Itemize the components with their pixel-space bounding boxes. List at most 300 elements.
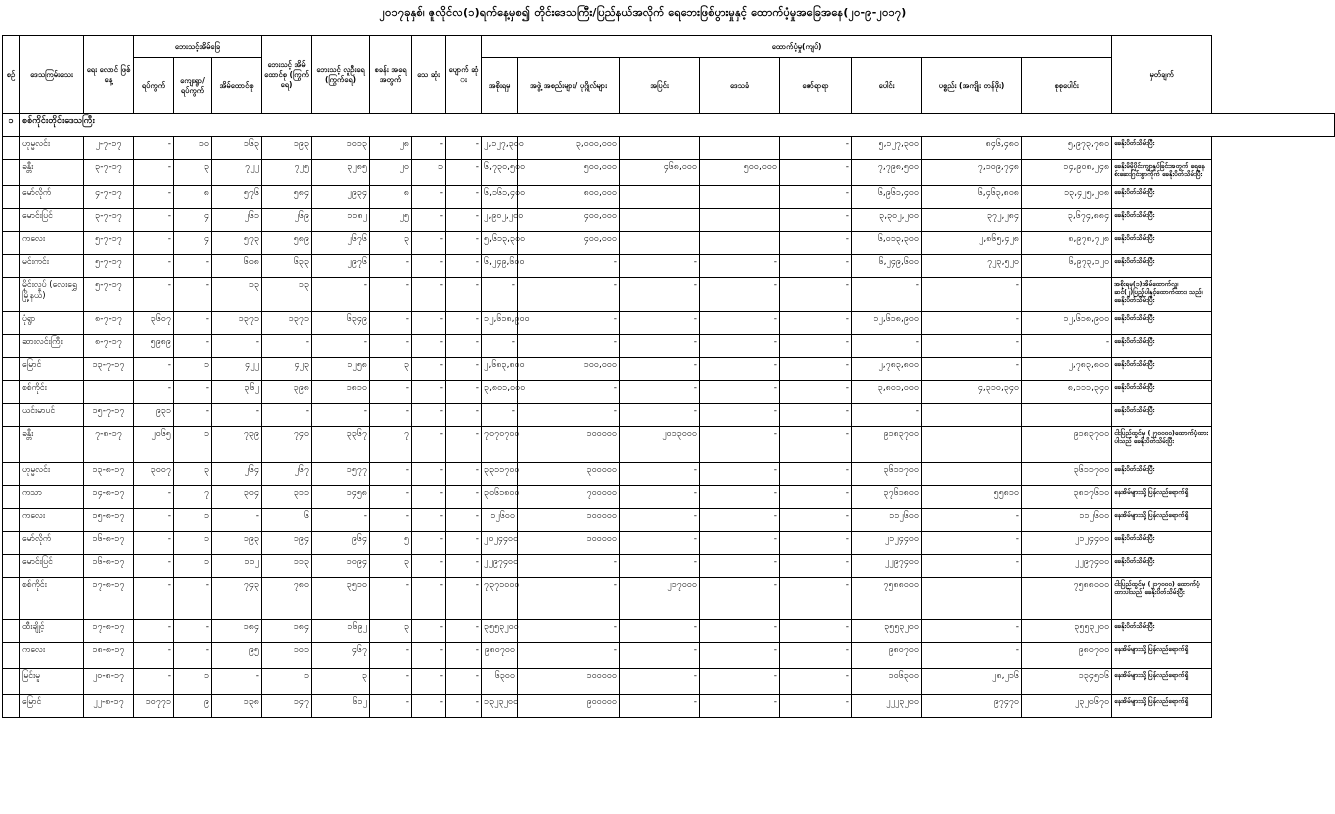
cell-n: - <box>518 643 620 669</box>
cell-hh: ၁၀၁ <box>262 643 312 669</box>
cell-v: ၁၀၇၇၁ <box>134 695 174 718</box>
cell-name: ခန္တီး <box>20 160 84 186</box>
cell-g: ၃၃၁၁၇၀၀ <box>482 463 518 486</box>
cell-blank <box>3 232 20 255</box>
cell-blank <box>3 335 20 358</box>
cell-l: - <box>700 578 780 620</box>
cell-r: ခေနိုးပိတ်သိမ်းပြီး <box>1112 463 1212 486</box>
cell-r: ငါးပြည်ထွင်မှ (၂၁၇၀၀၀) ထောက်ပံ့ထားပါသည် ခေနိုးပိတ်သိမ်းပြီး <box>1112 578 1212 620</box>
cell-l: - <box>700 255 780 278</box>
cell-l: - <box>700 509 780 532</box>
cell-t: ၁၁၂၆၀၀ <box>852 509 922 532</box>
cell-gt: ၁၃,၄၂၅,၂၀၈ <box>1022 186 1112 209</box>
cell-t: ၉၁၈၃၇၀၀ <box>852 427 922 463</box>
cell-h: ၁၃၇၁ <box>212 312 262 335</box>
cell-k: ၃၇၂,၂၈၄ <box>922 209 1022 232</box>
cell-t: ၂,၇၈၃,၈၀၀ <box>852 358 922 381</box>
cell-o: - <box>780 532 852 555</box>
cell-o: - <box>780 255 852 278</box>
cell-m: - <box>446 160 482 186</box>
cell-h: - <box>212 509 262 532</box>
cell-v: - <box>134 643 174 669</box>
cell-gt: ၆,၉၇၃,၁၂၀ <box>1022 255 1112 278</box>
cell-k: - <box>922 555 1022 578</box>
cell-name: မြင်းမူ <box>20 669 84 695</box>
cell-h: - <box>212 335 262 358</box>
cell-w: ၁ <box>174 358 212 381</box>
cell-p: ၃၃၆၇ <box>312 427 370 463</box>
cell-hh: ၂၆၇ <box>262 463 312 486</box>
cell-blank <box>3 695 20 718</box>
cell-r: ခေနိုးပိတ်သိမ်းပြီး <box>1112 358 1212 381</box>
cell-w: - <box>174 578 212 620</box>
cell-hh: ၇၄၀ <box>262 427 312 463</box>
cell-date: ၅-၇-၁၇ <box>84 232 134 255</box>
cell-t: - <box>852 278 922 312</box>
cell-w: ၉ <box>174 695 212 718</box>
cell-m: - <box>446 312 482 335</box>
cell-d: - <box>412 555 446 578</box>
cell-l: - <box>700 358 780 381</box>
cell-p: ၆၁၂ <box>312 695 370 718</box>
cell-p: ၁၀၁၃ <box>312 137 370 160</box>
cell-h: ၁၃၈ <box>212 695 262 718</box>
cell-gt: ၁၃၄၅၁၆ <box>1022 669 1112 695</box>
cell-c: ၂၈ <box>370 137 412 160</box>
cell-name: ကလေး <box>20 232 84 255</box>
header-no: စဉ် <box>3 36 20 114</box>
cell-blank <box>3 209 20 232</box>
cell-l: - <box>700 486 780 509</box>
cell-v: - <box>134 620 174 643</box>
header-other: ဇော်ရာရာ <box>780 58 852 114</box>
cell-i: - <box>620 669 700 695</box>
cell-d: - <box>412 427 446 463</box>
cell-h: ၆၀၈ <box>212 255 262 278</box>
cell-d: - <box>412 255 446 278</box>
cell-gt: ၈,၉၇၈,၇၂၈ <box>1022 232 1112 255</box>
cell-d: - <box>412 381 446 404</box>
cell-gt: ၁၂,၆၁၈,၉၀၀ <box>1022 312 1112 335</box>
cell-hh: ၁၄၇ <box>262 695 312 718</box>
cell-k: - <box>922 335 1022 358</box>
cell-g: ၂,၉၀၂,၂၀၀ <box>482 209 518 232</box>
cell-g: - <box>482 404 518 427</box>
cell-hh: ၁၃ <box>262 278 312 312</box>
cell-r: ခေနိုးပိတ်သိမ်းပြီး <box>1112 186 1212 209</box>
cell-c: - <box>370 404 412 427</box>
table-row <box>3 669 1335 695</box>
cell-gt: ၂၁၂၄၄၀၀ <box>1022 532 1112 555</box>
cell-date: ၈-၇-၁၇ <box>84 335 134 358</box>
table-row <box>3 509 1335 532</box>
table-row <box>3 209 1335 232</box>
cell-r: ခေနိုးပိတ်သိမ်းပြီး <box>1112 137 1212 160</box>
cell-i: - <box>620 532 700 555</box>
cell-d: - <box>412 578 446 620</box>
cell-c: - <box>370 643 412 669</box>
cell-d: - <box>412 232 446 255</box>
cell-c: ၃ <box>370 232 412 255</box>
cell-d: - <box>412 312 446 335</box>
header-camps: စခန်း အရေ အတွက် <box>370 36 412 114</box>
cell-g: ၆,၁၆၁,၄၀၀ <box>482 186 518 209</box>
cell-blank <box>3 186 20 209</box>
cell-p: ၂၉၇၆ <box>312 255 370 278</box>
cell-t: ၃၅၅၃၂၀၀ <box>852 620 922 643</box>
header-grand-total: စုစုပေါင်း <box>1022 58 1112 114</box>
cell-w: ၃ <box>174 160 212 186</box>
section-name: စစ်ကိုင်းတိုင်းဒေသကြီး <box>20 114 1335 137</box>
cell-n: ၅၀၀,၀၀၀ <box>518 160 620 186</box>
cell-gt: ၃၈၁၇၆၁၀ <box>1022 486 1112 509</box>
cell-g: ၆,၇၃၀,၅၀၀ <box>482 160 518 186</box>
cell-w: - <box>174 255 212 278</box>
cell-o: - <box>780 160 852 186</box>
cell-blank <box>3 486 20 509</box>
cell-name: မိုင်းလှုပ် (လေးရွှေမြို့နယ်) <box>20 278 84 312</box>
cell-k: ၆,၄၆၃,၈၀၈ <box>922 186 1022 209</box>
cell-h: ၇၂၂ <box>212 160 262 186</box>
header-govt: အစိုးရမှ <box>482 58 518 114</box>
header-region: ဒေသကြမ်းသေး <box>20 36 84 114</box>
cell-v: - <box>134 532 174 555</box>
cell-v: ၉၃၁ <box>134 404 174 427</box>
cell-date: ၁၃-၇-၁၇ <box>84 358 134 381</box>
cell-gt: ၃,၆၇၄,၈၈၄ <box>1022 209 1112 232</box>
cell-m: - <box>446 669 482 695</box>
cell-n: ၁၀၀၀၀၀ <box>518 427 620 463</box>
cell-p: ၃ <box>312 669 370 695</box>
cell-l: - <box>700 643 780 669</box>
header-affected-group: ဘေးသင့်အိမ်ခြေ <box>134 36 262 58</box>
cell-name: ပုံရွာ <box>20 312 84 335</box>
cell-h: ၄၂၂ <box>212 358 262 381</box>
table-row <box>3 186 1335 209</box>
table-row <box>3 358 1335 381</box>
cell-t: ၆,၀၁၃,၃၀၀ <box>852 232 922 255</box>
cell-t: ၃,၃၀၂,၂၀၀ <box>852 209 922 232</box>
cell-k: - <box>922 278 1022 312</box>
cell-name: ကလေး <box>20 509 84 532</box>
cell-v: - <box>134 209 174 232</box>
cell-name: မောင်းပြင် <box>20 209 84 232</box>
cell-c: ၈ <box>370 186 412 209</box>
cell-m: - <box>446 278 482 312</box>
cell-v: - <box>134 160 174 186</box>
header-dead: သေ ဆုံး <box>412 36 446 114</box>
cell-l <box>700 137 780 160</box>
cell-d: - <box>412 404 446 427</box>
table-row <box>3 312 1335 335</box>
cell-n: - <box>518 620 620 643</box>
cell-r: နေအိမ်များသို့ပြန်လည်ရောက်ရှိ <box>1112 509 1212 532</box>
cell-n: - <box>518 381 620 404</box>
cell-l: - <box>700 695 780 718</box>
cell-i: - <box>620 620 700 643</box>
table-row <box>3 381 1335 404</box>
cell-l: - <box>700 381 780 404</box>
cell-v: ၅၉၈၉ <box>134 335 174 358</box>
cell-g: ၁၂,၆၁၈,၉၀၀ <box>482 312 518 335</box>
cell-m: - <box>446 532 482 555</box>
cell-hh: ၄၂၃ <box>262 358 312 381</box>
cell-c: - <box>370 335 412 358</box>
cell-hh: ၂၆၉ <box>262 209 312 232</box>
cell-gt: ၁၄,၉၀၈,၂၄၈ <box>1022 160 1112 186</box>
cell-gt <box>1022 404 1112 427</box>
cell-gt: ၅,၉၇၃,၇၈၀ <box>1022 137 1112 160</box>
cell-blank <box>3 532 20 555</box>
cell-n: ၇၀၀၀၀၀ <box>518 486 620 509</box>
table-row <box>3 255 1335 278</box>
cell-l: - <box>700 427 780 463</box>
cell-k <box>922 578 1022 620</box>
cell-w: ၄ <box>174 232 212 255</box>
cell-p: ၁၀၉၄ <box>312 555 370 578</box>
cell-v: - <box>134 278 174 312</box>
cell-n: ၃,၀၀၀,၀၀၀ <box>518 137 620 160</box>
cell-g: ၂,၆၈၃,၈၀၀ <box>482 358 518 381</box>
cell-blank <box>3 643 20 669</box>
cell-o: - <box>780 509 852 532</box>
cell-w: - <box>174 620 212 643</box>
cell-w: ၁ <box>174 427 212 463</box>
cell-m: - <box>446 486 482 509</box>
cell-c: - <box>370 578 412 620</box>
cell-w: - <box>174 643 212 669</box>
cell-name: မောင်းပြင် <box>20 555 84 578</box>
cell-g: - <box>482 278 518 312</box>
cell-d: - <box>412 669 446 695</box>
cell-p: ၁၈၁၀ <box>312 381 370 404</box>
cell-blank <box>3 555 20 578</box>
cell-v: - <box>134 358 174 381</box>
cell-r: နေအိမ်များသို့ပြန်လည်ရောက်ရှိ <box>1112 643 1212 669</box>
cell-r: နေအိမ်များသို့ပြန်လည်ရောက်ရှိ <box>1112 695 1212 718</box>
cell-h: ၅၇၆ <box>212 186 262 209</box>
cell-i: ၂၁၇၀၀၀ <box>620 578 700 620</box>
cell-r: ခေနိုးပိတ်သိမ်းပြီး <box>1112 381 1212 404</box>
cell-c: - <box>370 509 412 532</box>
cell-n: ၁၀၀၀၀၀ <box>518 509 620 532</box>
cell-c: - <box>370 486 412 509</box>
cell-i <box>620 209 700 232</box>
cell-m: - <box>446 335 482 358</box>
cell-m: - <box>446 620 482 643</box>
cell-hh: ၁၉၃ <box>262 137 312 160</box>
cell-date: ၁၆-၈-၁၇ <box>84 532 134 555</box>
cell-i: - <box>620 404 700 427</box>
cell-w: - <box>174 381 212 404</box>
cell-r: နေအိမ်များသို့ပြန်လည်ရောက်ရှိ <box>1112 486 1212 509</box>
cell-n: ၄၀၀,၀၀၀ <box>518 209 620 232</box>
cell-gt: ၂၂၉၇၄၀၀ <box>1022 555 1112 578</box>
cell-o: - <box>780 578 852 620</box>
cell-blank <box>3 463 20 486</box>
cell-v: - <box>134 509 174 532</box>
cell-w: ၁ <box>174 532 212 555</box>
cell-m: - <box>446 643 482 669</box>
cell-hh: - <box>262 335 312 358</box>
cell-date: ၁၈-၈-၁၇ <box>84 643 134 669</box>
cell-blank <box>3 620 20 643</box>
cell-o: - <box>780 427 852 463</box>
table-row <box>3 427 1335 463</box>
cell-i <box>620 186 700 209</box>
cell-blank <box>3 509 20 532</box>
cell-i: - <box>620 463 700 486</box>
cell-name: မြောင် <box>20 695 84 718</box>
header-persons: ဘေးသင့် လူဦးရေ (ကြွက်ရေ) <box>312 36 370 114</box>
cell-date: ၁၃-၈-၁၇ <box>84 463 134 486</box>
cell-v: - <box>134 255 174 278</box>
cell-k: - <box>922 620 1022 643</box>
cell-g: ၇၃၇၁၀၀၀ <box>482 578 518 620</box>
cell-g: ၆၃၀၀ <box>482 669 518 695</box>
cell-t: ၆,၂၄၉,၆၀၀ <box>852 255 922 278</box>
cell-blank <box>3 278 20 312</box>
cell-k: ၉၇၄၇၀ <box>922 695 1022 718</box>
cell-gt: - <box>1022 335 1112 358</box>
cell-hh: ၆၃၃ <box>262 255 312 278</box>
cell-d: ၁ <box>412 160 446 186</box>
cell-v: ၃၀၀၇ <box>134 463 174 486</box>
cell-p: ၉၆၄ <box>312 532 370 555</box>
cell-d: - <box>412 620 446 643</box>
cell-v: - <box>134 381 174 404</box>
cell-c: ၃ <box>370 620 412 643</box>
cell-i: ၂၀၁၃၀၀၀ <box>620 427 700 463</box>
cell-t: ၂၁၂၄၄၀၀ <box>852 532 922 555</box>
cell-o: - <box>780 486 852 509</box>
cell-l: - <box>700 555 780 578</box>
cell-r: ခေနိုးပိတ်သိမ်းပြီး <box>1112 404 1212 427</box>
cell-l: - <box>700 532 780 555</box>
header-support-group: ထောက်ပံ့မှု(ကျပ်) <box>482 36 1112 58</box>
cell-w: - <box>174 335 212 358</box>
cell-o: - <box>780 669 852 695</box>
cell-h: ၉၅ <box>212 643 262 669</box>
cell-d: - <box>412 695 446 718</box>
cell-h: ၁၈၄ <box>212 620 262 643</box>
cell-l <box>700 232 780 255</box>
cell-k: ၅၅၈၁၀ <box>922 486 1022 509</box>
cell-blank <box>3 358 20 381</box>
cell-date <box>84 381 134 404</box>
cell-gt: ၃၆၁၁၇၀၀ <box>1022 463 1112 486</box>
cell-gt: ၂,၇၈၃,၈၀၀ <box>1022 358 1112 381</box>
cell-k: - <box>922 532 1022 555</box>
header-ngo: အဖွဲ့ အစည်းများ/ ပုဂ္ဂိုလ်များ <box>518 58 620 114</box>
cell-g: ၁၂၆၀၀ <box>482 509 518 532</box>
cell-l: - <box>700 463 780 486</box>
cell-p: ၁၁၈၂ <box>312 209 370 232</box>
cell-m: - <box>446 509 482 532</box>
cell-m: - <box>446 427 482 463</box>
cell-o: - <box>780 381 852 404</box>
cell-r: ခေနိုးပိတ်သိမ်းပြီး <box>1112 335 1212 358</box>
cell-p: - <box>312 509 370 532</box>
cell-name: ဟုမ္မလင်း <box>20 137 84 160</box>
cell-r: ခေနိုးမိမိုပိုင်းကျွာနှုပ်ခြင်းအတွက် ရေနေစ်းဆေးဂြင်းစွာကိုက် ခေနိုးပိတ်သိမ်းပြီး <box>1112 160 1212 186</box>
cell-p: ၂၉၃၄ <box>312 186 370 209</box>
cell-l: - <box>700 312 780 335</box>
table-row <box>3 695 1335 718</box>
cell-t: ၂၂၂၃၂၀၀ <box>852 695 922 718</box>
cell-k: ၂၈,၂၁၆ <box>922 669 1022 695</box>
cell-k: - <box>922 358 1022 381</box>
cell-p: - <box>312 278 370 312</box>
cell-c: ၇ <box>370 427 412 463</box>
cell-n: ၈၀၀,၀၀၀ <box>518 186 620 209</box>
table-row <box>3 160 1335 186</box>
cell-gt <box>1022 278 1112 312</box>
cell-d: - <box>412 358 446 381</box>
cell-n: - <box>518 555 620 578</box>
cell-hh: ၅၈၄ <box>262 186 312 209</box>
table-row <box>3 137 1335 160</box>
cell-k: ၂,၈၆၅,၄၂၈ <box>922 232 1022 255</box>
cell-i: ၄၆၈,၀၀၀ <box>620 160 700 186</box>
cell-g: ၅,၆၁၃,၃၀၀ <box>482 232 518 255</box>
cell-date: ၇-၈-၁၇ <box>84 427 134 463</box>
cell-date: ၃-၇-၁၇ <box>84 209 134 232</box>
cell-r: ခေနိုးပိတ်သိမ်းပြီး <box>1112 209 1212 232</box>
cell-m: - <box>446 137 482 160</box>
cell-name: ကသာ <box>20 486 84 509</box>
cell-o: - <box>780 186 852 209</box>
cell-i <box>620 137 700 160</box>
cell-v: ၂၀၆၅ <box>134 427 174 463</box>
cell-o: - <box>780 137 852 160</box>
cell-name: မော်လိုက် <box>20 532 84 555</box>
cell-hh: ၁၃၇၁ <box>262 312 312 335</box>
header-ward-village: ကျေးရွာ/ ရပ်ကွက် <box>174 58 212 114</box>
cell-date: ၁၇-၈-၁၇ <box>84 578 134 620</box>
cell-c: ၃ <box>370 555 412 578</box>
cell-t: ၆,၉၆၁,၄၀၀ <box>852 186 922 209</box>
cell-p: ၆၃၄၉ <box>312 312 370 335</box>
cell-c: - <box>370 463 412 486</box>
cell-k: ၄,၃၁၀,၃၄၀ <box>922 381 1022 404</box>
cell-k: ၈၄၆,၄၈၀ <box>922 137 1022 160</box>
header-missing: ပျောက် ဆုံ း <box>446 36 482 114</box>
cell-i: - <box>620 695 700 718</box>
cell-m: - <box>446 358 482 381</box>
cell-date: ၁၅-၇-၁၇ <box>84 404 134 427</box>
cell-g: ၂၀၂၄၄၀၀ <box>482 532 518 555</box>
cell-name: စစ်ကိုင်း <box>20 381 84 404</box>
cell-n: - <box>518 278 620 312</box>
cell-p: - <box>312 335 370 358</box>
header-villages: ရပ်ကွက် <box>134 58 174 114</box>
cell-t: ၇,၇၉၈,၅၀၀ <box>852 160 922 186</box>
cell-k: ၇၂၃,၅၂၀ <box>922 255 1022 278</box>
table-row <box>3 486 1335 509</box>
cell-l: - <box>700 335 780 358</box>
table-row <box>3 532 1335 555</box>
cell-m: - <box>446 404 482 427</box>
cell-i: - <box>620 643 700 669</box>
cell-v: - <box>134 555 174 578</box>
cell-c: ၅ <box>370 532 412 555</box>
cell-p: - <box>312 404 370 427</box>
cell-i: - <box>620 335 700 358</box>
cell-p: ၁၆၉၂ <box>312 620 370 643</box>
cell-blank <box>3 381 20 404</box>
cell-name: ယင်းမာပင် <box>20 404 84 427</box>
